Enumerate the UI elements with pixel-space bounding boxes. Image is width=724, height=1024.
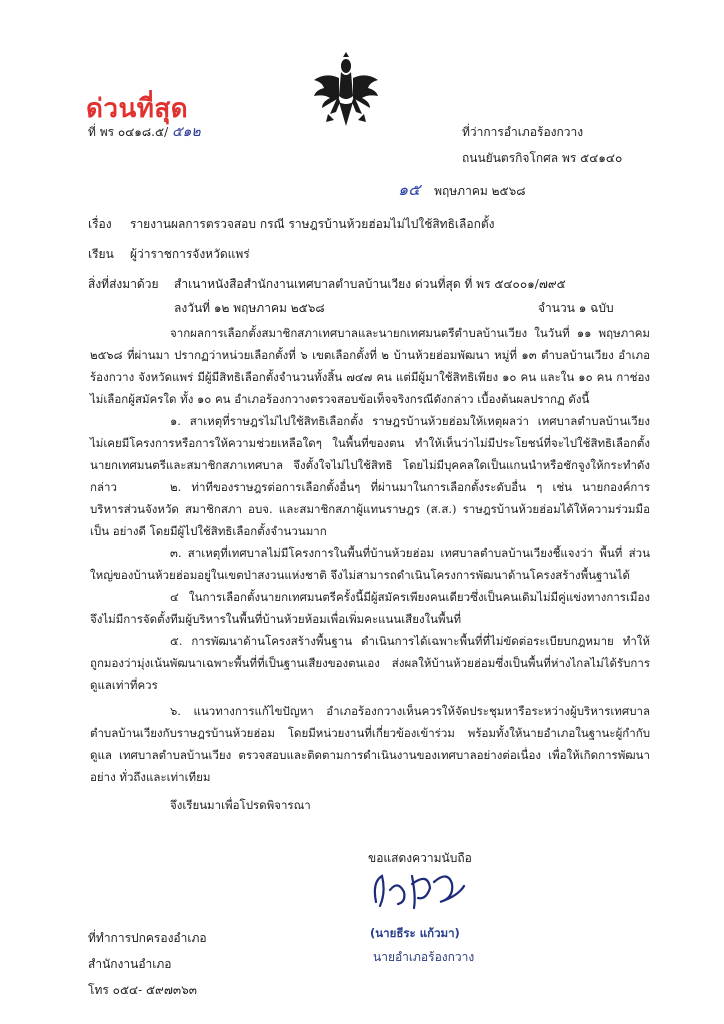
body-point-2: ๒. ท่าทีของราษฎรต่อการเลือกตั้งอื่นๆ ที่ผ่านมาในการเลือกตั้งระดับอื่น ๆ เช่น นายกองค์การ บริหารส่วนจังหวัด สมาชิกสภา อบจ. และสมาชิกสภาผู้แทนราษฎร (ส.ส.) ราษฎรบ้านห้วยฮ่อมได้ให้ความร่วมมือเป็น อย่างดี โดยมีผู้ไปใช้สิทธิเลือกตั้งจำนวนมาก (90, 480, 650, 538)
office-name: ที่ว่าการอำเภอร้องกวาง (462, 125, 584, 139)
enclosure-text: สำเนาหนังสือสำนักงานเทศบาลตำบลบ้านเวียง ด่วนที่สุด ที่ พร ๕๔๐๐๑/๗๙๕ (174, 277, 566, 291)
body-point-5: ๕. การพัฒนาด้านโครงสร้างพื้นฐาน ดำเนินการได้เฉพาะพื้นที่ที่ไม่ขัดต่อระเบียบกฎหมาย ทำให้ ถูกมองว่ามุ่งเน้นพัฒนาเฉพาะพื้นที่ที่เป็นฐานเสียงของตนเอง ส่งผลให้บ้านห้วยฮ่อมซึ่งเป็นพื้นที่ห่างไกลไม่ได้รับการ ดูแลเท่าที่ควร (90, 634, 650, 692)
recipient-text: ผู้ว่าราชการจังหวัดแพร่ (130, 247, 250, 261)
enclosure-date: ลงวันที่ ๑๒ พฤษภาคม ๒๕๖๘ (174, 301, 325, 315)
closing-line: จึงเรียนมาเพื่อโปรดพิจารณา (170, 798, 311, 812)
footer-department: ที่ทำการปกครองอำเภอ (88, 931, 207, 945)
subject-text: รายงานผลการตรวจสอบ กรณี ราษฎรบ้านห้วยฮ่อมไม่ไปใช้สิทธิเลือกตั้ง (130, 217, 495, 231)
urgency-mark: ด่วนที่สุด (86, 94, 189, 124)
office-address: ถนนยันตรกิจโกศล พร ๕๔๑๔๐ (462, 151, 623, 165)
document-number (88, 124, 201, 140)
body-point-1: ๑. สาเหตุที่ราษฎรไม่ไปใช้สิทธิเลือกตั้ง ราษฎรบ้านห้วยฮ่อมให้เหตุผลว่า เทศบาลตำบลบ้านเวียง ไม่เคยมีโครงการหรือการให้ความช่วยเหลือใดๆ ในพื้นที่ของตน ทำให้เห็นว่าไม่มีประโยชน์ที่จะไปใช้สิทธิเลือกตั้ง นายกเทศมนตรีและสมาชิกสภาเทศบาล จึงตั้งใจไม่ไปใช้สิทธิ โดยไม่มีบุคคลใดเป็นแกนนำหรือชักจูงให้กระทำดังกล่าว (90, 414, 650, 494)
enclosure-count: จำนวน ๑ ฉบับ (538, 301, 614, 315)
enclosure-label: สิ่งที่ส่งมาด้วย (88, 277, 159, 291)
footer-phone: โทร ๐๕๔- ๕๙๗๓๖๓ (88, 983, 197, 997)
body-point-4: ๔ ในการเลือกตั้งนายกเทศมนตรีครั้งนี้มีผู้สมัครเพียงคนเดียวซึ่งเป็นคนเดิมไม่มีคู่แข่งทางการเมือง จึงไม่มีการจัดตั้งทีมผู้บริหารในพื้นที่บ้านห้วยห้อมเพื่อเพิ่มคะแนนเสียงในพื้นที่ (90, 590, 650, 626)
date-month-year: พฤษภาคม ๒๕๖๘ (434, 184, 526, 198)
body-point-6: ๖. แนวทางการแก้ไขปัญหา อำเภอร้องกวางเห็นควรให้จัดประชุมหารือระหว่างผู้บริหารเทศบาล ตำบลบ้านเวียงกับราษฎรบ้านห้วยฮ่อม โดยมีหน่วยงานที่เกี่ยวข้องเข้าร่วม พร้อมทั้งให้นายอำเภอในฐานะผู้กำกับดูแล เทศบาลตำบลบ้านเวียง ตรวจสอบและติดตามการดำเนินงานของเทศบาลอย่างต่อเนื่อง เพื่อให้เกิดการพัฒนาอย่าง ทั่วถึงและเท่าเทียม (90, 704, 650, 784)
garuda-emblem-icon (308, 52, 384, 128)
letter-date (398, 182, 525, 199)
subject-label: เรื่อง (88, 217, 112, 231)
signatory-name-stamp: (นายธีระ แก้วมา) (370, 926, 460, 940)
footer-office: สำนักงานอำเภอ (88, 957, 172, 971)
signatory-position: นายอำเภอร้องกวาง (373, 950, 475, 964)
document-number-prefix: ที่ พร ๐๔๑๘.๕/ (88, 125, 169, 139)
handwritten-signature (368, 862, 468, 914)
date-day-handwritten: ๑๕ (398, 180, 421, 199)
document-number-handwritten: ๕๑๒ (171, 124, 201, 140)
body-point-3: ๓. สาเหตุที่เทศบาลไม่มีโครงการในพื้นที่บ้านห้วยฮ่อม เทศบาลตำบลบ้านเวียงชี้แจงว่า พื้นที่ ส่วนใหญ่ของบ้านห้วยฮ่อมอยู่ในเขตป่าสงวนแห่งชาติ จึงไม่สามารถดำเนินโครงการพัฒนาด้านโครงสร้างพื้นฐานได้ (90, 546, 650, 582)
recipient-label: เรียน (88, 247, 114, 261)
body-intro: จากผลการเลือกตั้งสมาชิกสภาเทศบาลและนายกเทศมนตรีตำบลบ้านเวียง ในวันที่ ๑๑ พฤษภาคม ๒๕๖๘ ที่ผ่านมา ปรากฏว่าหน่วยเลือกตั้งที่ ๖ เขตเลือกตั้งที่ ๒ บ้านห้วยฮ่อมพัฒนา หมู่ที่ ๑๓ ตำบลบ้านเวียง อำเภอร้องกวาง จังหวัดแพร่ มีผู้มีสิทธิเลือกตั้งจำนวนทั้งสิ้น ๗๔๗ คน แต่มีผู้มาใช้สิทธิเพียง ๑๐ คน และใน ๑๐ คน กาช่องไม่เลือกผู้สมัครใด ทั้ง ๑๐ คน อำเภอร้องกวางตรวจสอบข้อเท็จจริงกรณีดังกล่าว เบื้องต้นผลปรากฏ ดังนี้ (90, 326, 650, 406)
regards-line: ขอแสดงความนับถือ (368, 851, 472, 865)
